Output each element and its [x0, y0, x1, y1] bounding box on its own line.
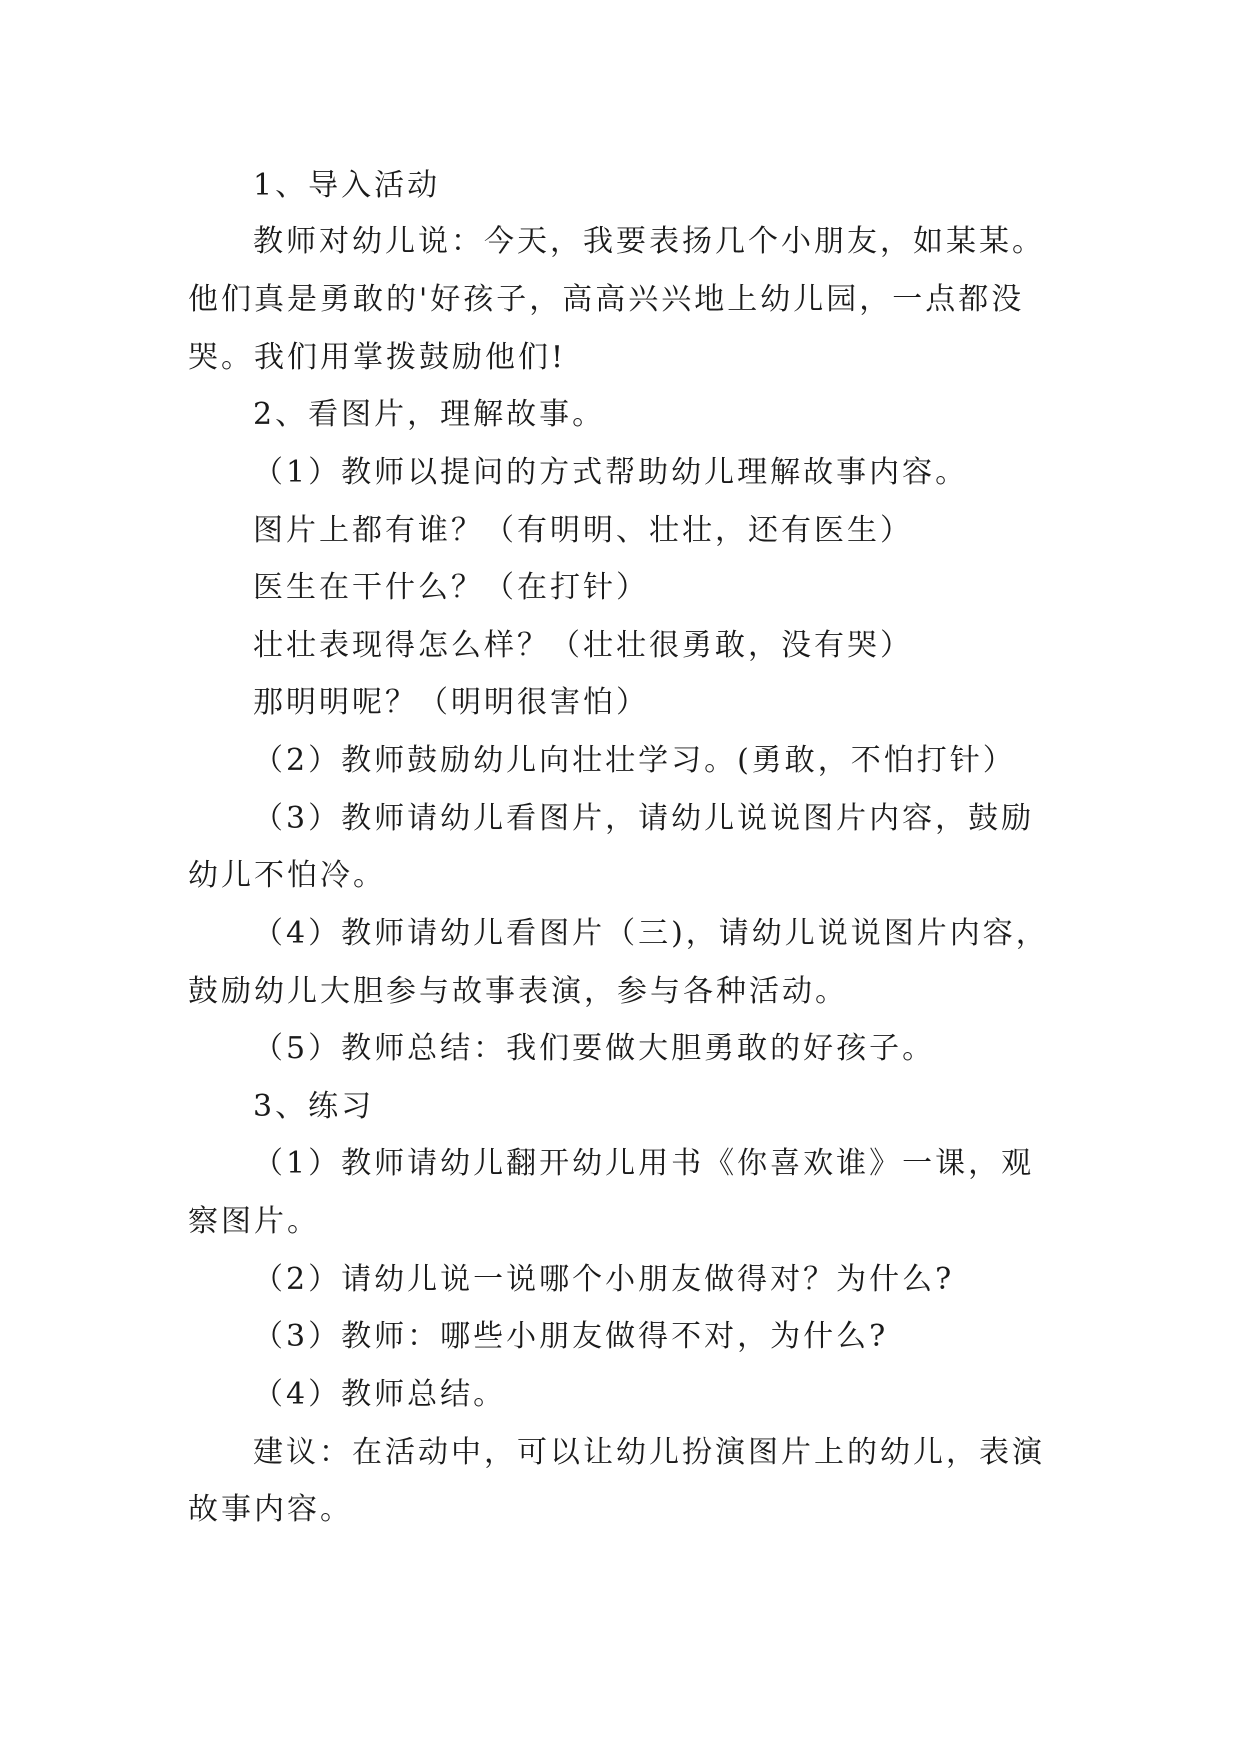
paragraph-line: （1）教师请幼儿翻开幼儿用书《你喜欢谁》一课，观	[253, 1146, 1035, 1181]
paragraph-line: 壮壮表现得怎么样？（壮壮很勇敢，没有哭）	[253, 628, 913, 663]
paragraph-line: 医生在干什么？（在打针）	[253, 570, 649, 605]
section-heading-1: 1、导入活动	[253, 168, 441, 203]
paragraph-line: （3）教师请幼儿看图片，请幼儿说说图片内容，鼓励	[253, 801, 1035, 836]
paragraph-line: （4）教师总结。	[253, 1377, 507, 1412]
paragraph-line: 他们真是勇敢的'好孩子，高高兴兴地上幼儿园，一点都没	[188, 282, 1025, 317]
paragraph-line: （2）教师鼓励幼儿向壮壮学习。(勇敢，不怕打针）	[253, 743, 1016, 778]
paragraph-line: 幼儿不怕冷。	[188, 858, 386, 893]
paragraph-line: （1）教师以提问的方式帮助幼儿理解故事内容。	[253, 455, 969, 490]
paragraph-line: （4）教师请幼儿看图片（三)，请幼儿说说图片内容，	[253, 916, 1049, 951]
paragraph-line: （5）教师总结：我们要做大胆勇敢的好孩子。	[253, 1031, 936, 1066]
paragraph-line: 哭。我们用掌拨鼓励他们!	[188, 340, 567, 375]
paragraph-line: 鼓励幼儿大胆参与故事表演，参与各种活动。	[188, 974, 848, 1009]
paragraph-line: （3）教师：哪些小朋友做得不对，为什么?	[253, 1319, 889, 1354]
paragraph-line: 教师对幼儿说：今天，我要表扬几个小朋友，如某某。	[253, 224, 1045, 259]
paragraph-line: 图片上都有谁？（有明明、壮壮，还有医生）	[253, 513, 913, 548]
paragraph-line: 那明明呢？（明明很害怕）	[253, 685, 649, 720]
paragraph-line: （2）请幼儿说一说哪个小朋友做得对？为什么?	[253, 1262, 955, 1297]
paragraph-line: 察图片。	[188, 1204, 320, 1239]
suggestion-line: 建议：在活动中，可以让幼儿扮演图片上的幼儿，表演	[253, 1435, 1045, 1470]
section-heading-2: 2、看图片，理解故事。	[253, 397, 606, 432]
suggestion-line: 故事内容。	[188, 1492, 353, 1527]
section-heading-3: 3、练习	[253, 1089, 375, 1124]
